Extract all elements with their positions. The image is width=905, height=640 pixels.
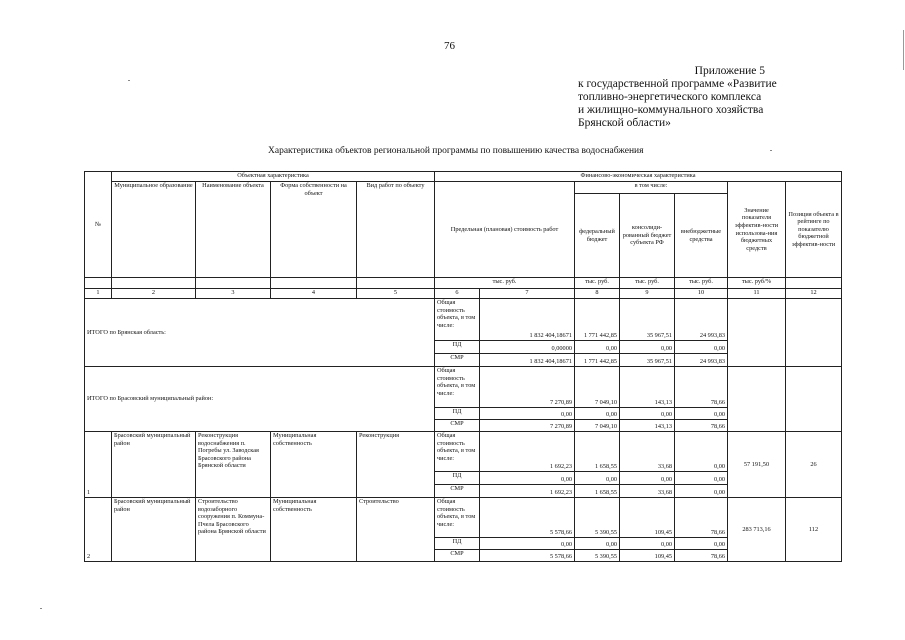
- federal-value: 0,00: [575, 472, 620, 485]
- col-number: 6: [435, 289, 480, 299]
- unit-extrabudget: тыс. руб.: [675, 278, 728, 289]
- smr-label: СМР: [435, 354, 480, 367]
- extrabudget-value: 78,66: [675, 498, 728, 538]
- object-name: Строительство водозаборного сооружения п. Коммуна-Пчела Брасовского района Брянской области: [196, 498, 271, 562]
- consolidated-value: 109,45: [620, 498, 675, 538]
- position-value: 26: [786, 432, 842, 498]
- header-consolidated: консолиди-рованный бюджет субъекта РФ: [620, 194, 675, 278]
- consolidated-value: 143,13: [620, 420, 675, 432]
- header-work-type: Вид работ по объекту: [357, 182, 435, 278]
- consolidated-value: 33,68: [620, 485, 675, 498]
- col-number: 4: [271, 289, 357, 299]
- unit-federal: тыс. руб.: [575, 278, 620, 289]
- object-work-type: Строительство: [357, 498, 435, 562]
- federal-value: 1 658,55: [575, 485, 620, 498]
- col-number: 10: [675, 289, 728, 299]
- total-cost-value: 7 270,89: [480, 367, 575, 408]
- page-number: 76: [444, 40, 455, 52]
- appendix-line-2: к государственной программе «Развитие: [578, 78, 777, 90]
- object-ownership: Муниципальная собственность: [271, 432, 357, 498]
- appendix-header: [578, 65, 777, 130]
- scan-speck: [128, 80, 130, 81]
- header-federal: федеральный бюджет: [575, 194, 620, 278]
- total-cost-value: 5 578,66: [480, 498, 575, 538]
- total-cost-value: 0,00: [480, 538, 575, 550]
- appendix-line-4: и жилищно-коммунального хозяйства: [578, 104, 764, 116]
- total-cost-value: 0,00: [480, 408, 575, 420]
- extrabudget-value: 78,66: [675, 550, 728, 562]
- consolidated-value: 35 967,51: [620, 354, 675, 367]
- object-name: Реконструкция водоснабжения п. Погребы ул. Заводская Брасовского района Брянской области: [196, 432, 271, 498]
- extrabudget-value: 78,66: [675, 420, 728, 432]
- extrabudget-value: 0,00: [675, 432, 728, 472]
- total-cost-value: 1 832 404,18671: [480, 299, 575, 341]
- total-cost-value: 7 270,89: [480, 420, 575, 432]
- scan-speck: [40, 608, 42, 609]
- object-ownership: Муниципальная собственность: [271, 498, 357, 562]
- object-municipality: Брасовский муниципальный район: [112, 432, 196, 498]
- object-number: 1: [85, 432, 112, 498]
- header-object-name: Наименование объекта: [196, 182, 271, 278]
- total-cost-value: 5 578,66: [480, 550, 575, 562]
- total-label: ИТОГО по Брасовский муниципальный район:: [85, 367, 435, 432]
- consolidated-value: 33,68: [620, 432, 675, 472]
- total-cost-label: Общая стоимость объекта, в том числе:: [435, 432, 480, 472]
- appendix-line-3: топливно-энергетического комплекса: [578, 91, 762, 103]
- header-num: №: [85, 172, 112, 278]
- efficiency-value: 57 191,50: [728, 432, 786, 498]
- pd-label: ПД: [435, 472, 480, 485]
- scan-speck: [770, 150, 772, 151]
- col-number: 12: [786, 289, 842, 299]
- total-cost-value: 1 832 404,18671: [480, 354, 575, 367]
- total-cost-label: Общая стоимость объекта, в том числе:: [435, 299, 480, 341]
- federal-value: 0,00: [575, 341, 620, 354]
- total-cost-value: 1 692,23: [480, 485, 575, 498]
- smr-label: СМР: [435, 420, 480, 432]
- unit-consolidated: тыс. руб.: [620, 278, 675, 289]
- header-finance-group: Финансово-экономическая характеристика: [435, 172, 842, 182]
- object-number: 2: [85, 498, 112, 562]
- consolidated-value: 35 967,51: [620, 299, 675, 341]
- federal-value: 0,00: [575, 408, 620, 420]
- header-efficiency: Значение показателя эффектив-ности использова-ния бюджетных средств: [728, 182, 786, 278]
- federal-value: 0,00: [575, 538, 620, 550]
- col-number: 1: [85, 289, 112, 299]
- federal-value: 5 390,55: [575, 550, 620, 562]
- extrabudget-value: 0,00: [675, 538, 728, 550]
- col-number: 5: [357, 289, 435, 299]
- extrabudget-value: 0,00: [675, 485, 728, 498]
- total-label: ИТОГО по Брянская область:: [85, 299, 435, 367]
- extrabudget-value: 24 993,83: [675, 299, 728, 341]
- consolidated-value: 143,13: [620, 367, 675, 408]
- header-municipality: Муниципальное образование: [112, 182, 196, 278]
- federal-value: 1 658,55: [575, 432, 620, 472]
- appendix-line-5: Брянской области»: [578, 117, 671, 129]
- col-number: 9: [620, 289, 675, 299]
- extrabudget-value: 24 993,83: [675, 354, 728, 367]
- consolidated-value: 0,00: [620, 408, 675, 420]
- col-number: 11: [728, 289, 786, 299]
- header-object-group: Объектная характеристика: [112, 172, 435, 182]
- total-cost-value: 0,00: [480, 472, 575, 485]
- extrabudget-value: 0,00: [675, 341, 728, 354]
- pd-label: ПД: [435, 341, 480, 354]
- pd-label: ПД: [435, 538, 480, 550]
- federal-value: 1 771 442,85: [575, 299, 620, 341]
- unit-efficiency: тыс. руб/%: [728, 278, 786, 289]
- federal-value: 7 049,10: [575, 420, 620, 432]
- header-total-cost: Предельная (плановая) стоимость работ: [435, 182, 575, 278]
- col-number: 8: [575, 289, 620, 299]
- efficiency-value: 283 713,16: [728, 498, 786, 562]
- extrabudget-value: 0,00: [675, 472, 728, 485]
- object-municipality: Брасовский муниципальный район: [112, 498, 196, 562]
- table-row: [85, 299, 842, 341]
- scan-edge-mark: [903, 30, 904, 70]
- appendix-line-1: Приложение 5: [694, 65, 765, 77]
- col-number: 2: [112, 289, 196, 299]
- total-cost-value: 0,00000: [480, 341, 575, 354]
- table-row: [85, 498, 842, 538]
- consolidated-value: 0,00: [620, 472, 675, 485]
- position-value: 112: [786, 498, 842, 562]
- consolidated-value: 109,45: [620, 550, 675, 562]
- table-row: [85, 367, 842, 408]
- federal-value: 7 049,10: [575, 367, 620, 408]
- total-cost-label: Общая стоимость объекта, в том числе:: [435, 498, 480, 538]
- table-row: [85, 432, 842, 472]
- header-extrabudget: внебюджетные средства: [675, 194, 728, 278]
- total-cost-value: 1 692,23: [480, 432, 575, 472]
- header-position: Позиция объекта в рейтинге по показателю бюджетной эффектив-ности: [786, 182, 842, 278]
- object-work-type: Реконструкция: [357, 432, 435, 498]
- smr-label: СМР: [435, 485, 480, 498]
- total-cost-label: Общая стоимость объекта, в том числе:: [435, 367, 480, 408]
- header-including: в том числе:: [575, 182, 728, 194]
- federal-value: 1 771 442,85: [575, 354, 620, 367]
- consolidated-value: 0,00: [620, 538, 675, 550]
- federal-value: 5 390,55: [575, 498, 620, 538]
- consolidated-value: 0,00: [620, 341, 675, 354]
- header-ownership: Форма собственности на объект: [271, 182, 357, 278]
- characteristics-table: [84, 171, 842, 562]
- smr-label: СМР: [435, 550, 480, 562]
- extrabudget-value: 0,00: [675, 408, 728, 420]
- col-number: 3: [196, 289, 271, 299]
- extrabudget-value: 78,66: [675, 367, 728, 408]
- pd-label: ПД: [435, 408, 480, 420]
- document-title: Характеристика объектов региональной программы по повышению качества водоснабжения: [268, 146, 644, 156]
- col-number: 7: [480, 289, 575, 299]
- unit-total: тыс. руб.: [435, 278, 575, 289]
